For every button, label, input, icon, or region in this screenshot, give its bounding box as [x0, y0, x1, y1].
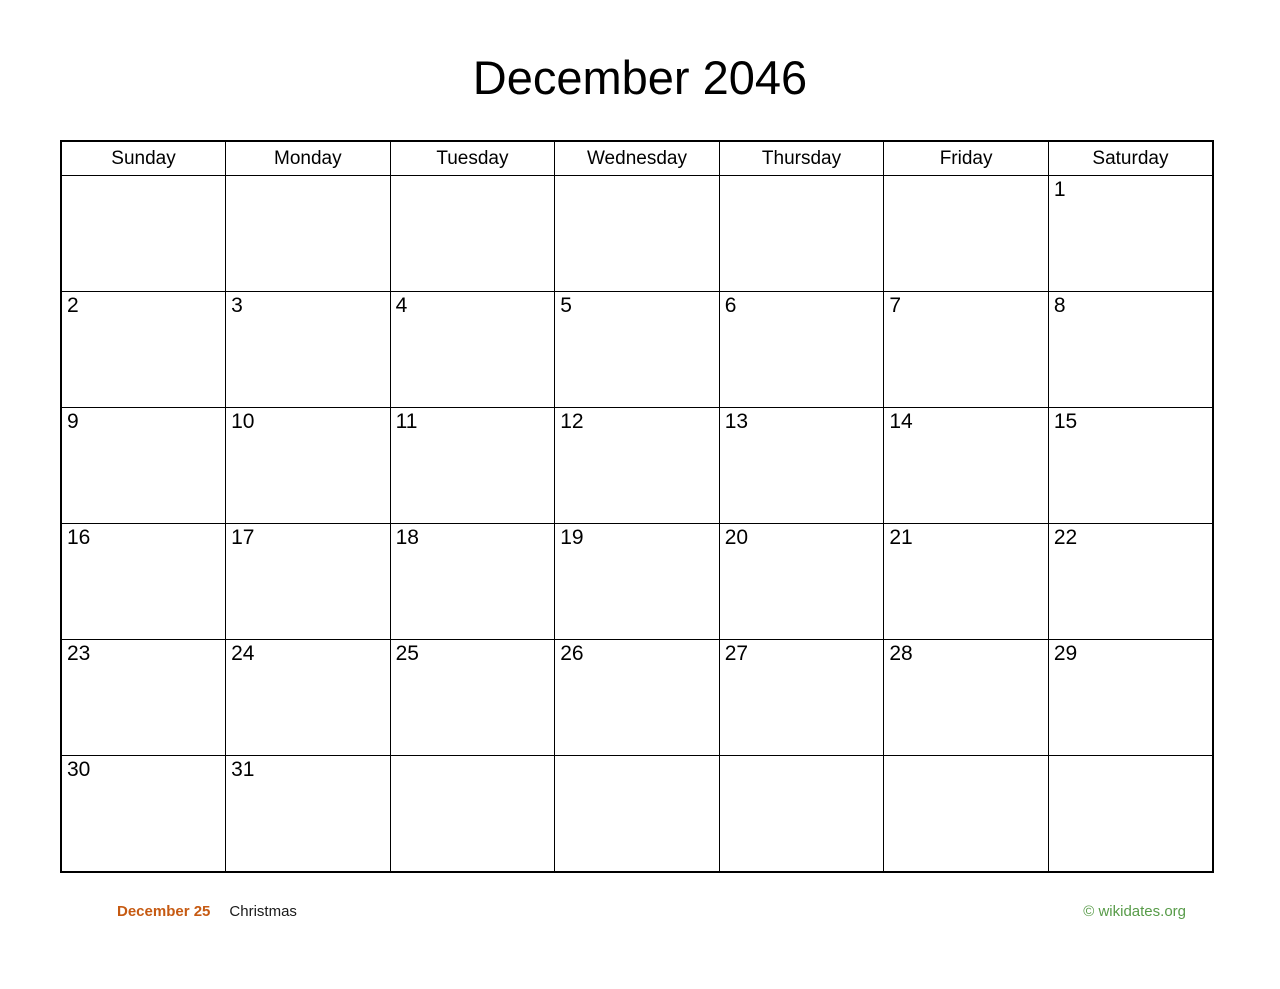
calendar-footer — [60, 903, 1214, 920]
day-number: 2 — [67, 294, 79, 317]
empty-day-cell — [719, 756, 884, 873]
day-number: 22 — [1053, 526, 1078, 549]
day-cell — [1048, 292, 1213, 408]
weekday-header-row — [61, 141, 1213, 176]
day-cell — [1048, 524, 1213, 640]
day-cell — [719, 524, 884, 640]
day-cell — [555, 524, 720, 640]
day-cell — [1048, 640, 1213, 756]
day-number: 28 — [889, 642, 913, 665]
credit-link[interactable]: © wikidates.org — [1083, 903, 1186, 920]
empty-day-cell — [390, 756, 555, 873]
empty-day-cell — [1048, 756, 1213, 873]
empty-day-cell — [884, 756, 1049, 873]
day-cell — [1048, 408, 1213, 524]
day-number: 11 — [395, 410, 418, 433]
calendar-header — [61, 141, 1213, 176]
day-cell — [390, 524, 555, 640]
day-number: 16 — [67, 526, 91, 549]
weekday-header-sunday: Sunday — [61, 141, 226, 176]
day-number: 15 — [1053, 410, 1078, 433]
day-cell — [884, 640, 1049, 756]
day-cell — [226, 408, 391, 524]
day-cell — [390, 408, 555, 524]
day-number: 17 — [231, 526, 255, 549]
day-number: 18 — [395, 526, 419, 549]
empty-day-cell — [61, 176, 226, 292]
day-number: 29 — [1053, 642, 1078, 665]
empty-day-cell — [884, 176, 1049, 292]
weekday-header-monday: Monday — [226, 141, 391, 176]
day-cell — [555, 408, 720, 524]
day-cell — [226, 292, 391, 408]
day-number: 6 — [724, 294, 737, 317]
day-cell — [555, 640, 720, 756]
calendar-week-row — [61, 640, 1213, 756]
holiday-date: December 25 — [117, 903, 211, 920]
calendar-week-row — [61, 756, 1213, 873]
day-number: 5 — [560, 294, 572, 317]
day-number: 19 — [560, 526, 584, 549]
day-cell — [61, 756, 226, 873]
day-cell — [555, 292, 720, 408]
weekday-header-wednesday: Wednesday — [555, 141, 720, 176]
calendar-week-row — [61, 292, 1213, 408]
day-number: 8 — [1053, 294, 1066, 317]
empty-day-cell — [555, 756, 720, 873]
day-number: 14 — [889, 410, 913, 433]
weekday-header-thursday: Thursday — [719, 141, 884, 176]
calendar-week-row — [61, 524, 1213, 640]
calendar-body — [61, 176, 1213, 873]
day-cell — [61, 640, 226, 756]
day-cell — [719, 408, 884, 524]
day-cell — [1048, 176, 1213, 292]
calendar-title: December 2046 — [472, 51, 808, 104]
calendar-week-row — [61, 176, 1213, 292]
day-cell — [390, 292, 555, 408]
empty-day-cell — [226, 176, 391, 292]
weekday-header-tuesday: Tuesday — [390, 141, 555, 176]
day-number: 24 — [231, 642, 255, 665]
day-number: 13 — [724, 410, 749, 433]
day-cell — [61, 408, 226, 524]
empty-day-cell — [555, 176, 720, 292]
holiday-name: Christmas — [229, 903, 297, 920]
day-cell — [884, 408, 1049, 524]
day-number: 4 — [395, 294, 408, 317]
day-cell — [226, 524, 391, 640]
day-number: 31 — [231, 758, 255, 781]
day-cell — [884, 292, 1049, 408]
calendar-table — [60, 140, 1214, 873]
calendar-week-row — [61, 408, 1213, 524]
day-number: 9 — [67, 410, 79, 433]
day-cell — [61, 524, 226, 640]
day-number: 10 — [231, 410, 255, 433]
day-cell — [226, 640, 391, 756]
day-cell — [61, 292, 226, 408]
day-number: 12 — [560, 410, 584, 433]
day-number: 3 — [231, 294, 243, 317]
holiday-entry — [60, 903, 297, 920]
day-cell — [719, 640, 884, 756]
day-number: 26 — [560, 642, 584, 665]
day-cell — [884, 524, 1049, 640]
day-number: 27 — [724, 642, 749, 665]
empty-day-cell — [719, 176, 884, 292]
day-cell — [390, 640, 555, 756]
day-number: 25 — [395, 642, 419, 665]
day-cell — [226, 756, 391, 873]
weekday-header-saturday: Saturday — [1048, 141, 1213, 176]
day-number: 7 — [889, 294, 901, 317]
day-number: 21 — [889, 526, 913, 549]
weekday-header-friday: Friday — [884, 141, 1049, 176]
day-number: 23 — [67, 642, 91, 665]
empty-day-cell — [390, 176, 555, 292]
day-cell — [719, 292, 884, 408]
day-number: 30 — [67, 758, 91, 781]
day-number: 20 — [724, 526, 749, 549]
day-number: 1 — [1053, 178, 1066, 201]
